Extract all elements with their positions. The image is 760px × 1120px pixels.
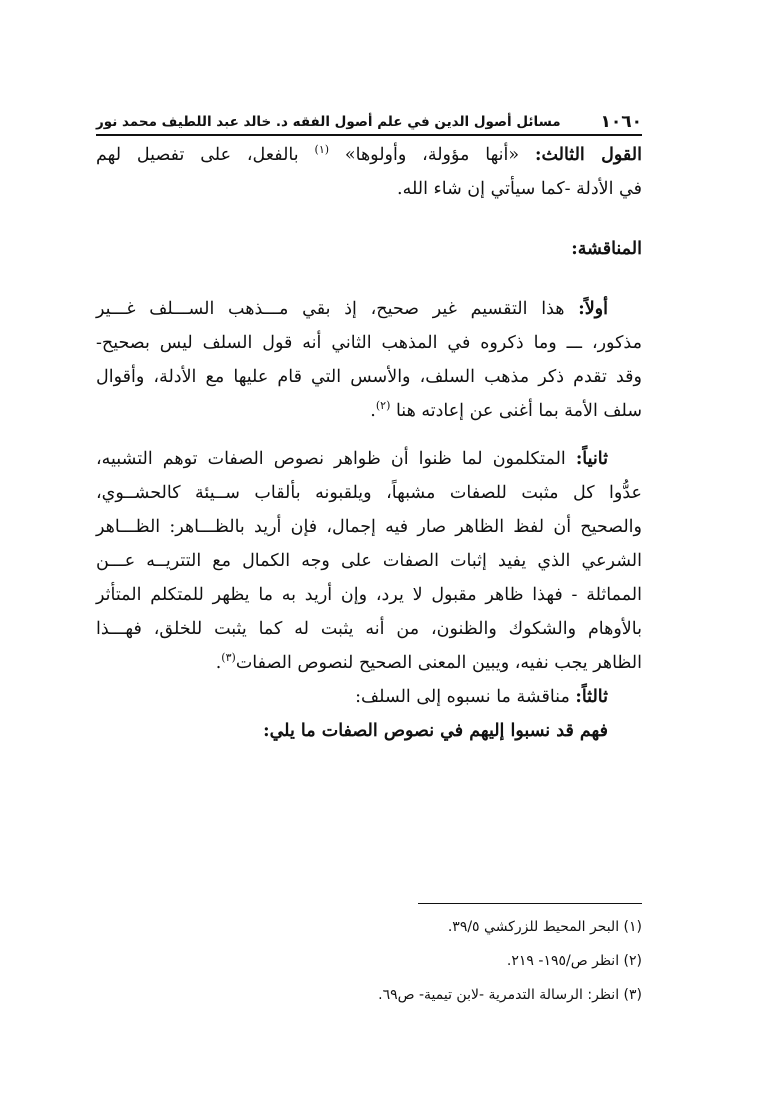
- paragraph-first-point: أولاً: هذا التقسيم غير صحيح، إذ بقي مـــذهب الســـلف غـــير مذكور، ـــ وما ذكروه في المذهب الثاني أنه قول السلف ليس بصحيح- وقد تقدم ذكر مذهب السلف، والأسس التي قام عليها مع الأدلة، وأقوال سلف الأمة بما أغنى عن إعادته هنا $^{(٢)}$.: [96, 299, 642, 421]
- paragraph-lead: ثالثاً:: [575, 687, 608, 707]
- running-title: مسائل أصول الدين في علم أصول الفقه د. خالد عبد اللطيف محمد نور: [96, 114, 561, 130]
- paragraph-lead: أولاً:: [578, 299, 608, 319]
- section-heading: المناقشة:: [571, 239, 642, 259]
- footnote-ref[interactable]: (١): [314, 143, 330, 157]
- running-header: [96, 110, 642, 134]
- page-number: ١٠٦٠: [600, 112, 642, 132]
- paragraph-third-opinion: القول الثالث: «أنها مؤولة، وأولوها» $^{(١)}$ بالفعل، على تفصيل لهم في الأدلة -كما سيأتي إن شاء الله.: [96, 143, 642, 199]
- paragraph-third-point: ثالثاً: مناقشة ما نسبوه إلى السلف: فهم قد نسبوا إليهم في نصوص الصفات ما يلي:: [263, 687, 608, 741]
- footnote-ref[interactable]: (٣): [221, 651, 236, 665]
- body-text: [96, 138, 642, 748]
- footnote-rule: [418, 903, 642, 904]
- footnote-3: (٣) انظر: الرسالة التدمرية -لابن تيمية- ص٦٩.: [378, 987, 642, 1003]
- footnotes: [96, 912, 642, 1014]
- paragraph-second-point: ثانياً: المتكلمون لما ظنوا أن ظواهر نصوص الصفات توهم التشبيه، عدُّوا كل مثبت للصفات مشبهاً، ويلقبونه بألقاب ســيئة كالحشــوي، والصحيح أن لفظ الظاهر صار فيه إجمال، فإن أريد بالظـــاهر: الظـــاهر الشرعي الذي يفيد إثبات الصفات على وجه الكمال مع التتريــه عـــن المماثلة - فهذا ظاهر مقبول لا يرد، وإن أريد به ما يظهر للمتكلم المتأثر بالأوهام والشكوك والظنون، من أنه يثبت له كما يثبت للخلق، فهـــذا الظاهر يجب نفيه، ويبين المعنى الصحيح لنصوص الصفات$^{(٣)}$.: [96, 449, 642, 673]
- footnote-1: (١) البحر المحيط للزركشي ٣٩/٥.: [447, 919, 642, 935]
- paragraph-lead: ثانياً:: [575, 449, 608, 469]
- footnote-ref[interactable]: (٢): [375, 399, 391, 413]
- paragraph-lead: القول الثالث:: [534, 145, 642, 165]
- header-rule: [96, 134, 642, 136]
- footnote-2: (٢) انظر ص/١٩٥- ٢١٩.: [506, 953, 642, 969]
